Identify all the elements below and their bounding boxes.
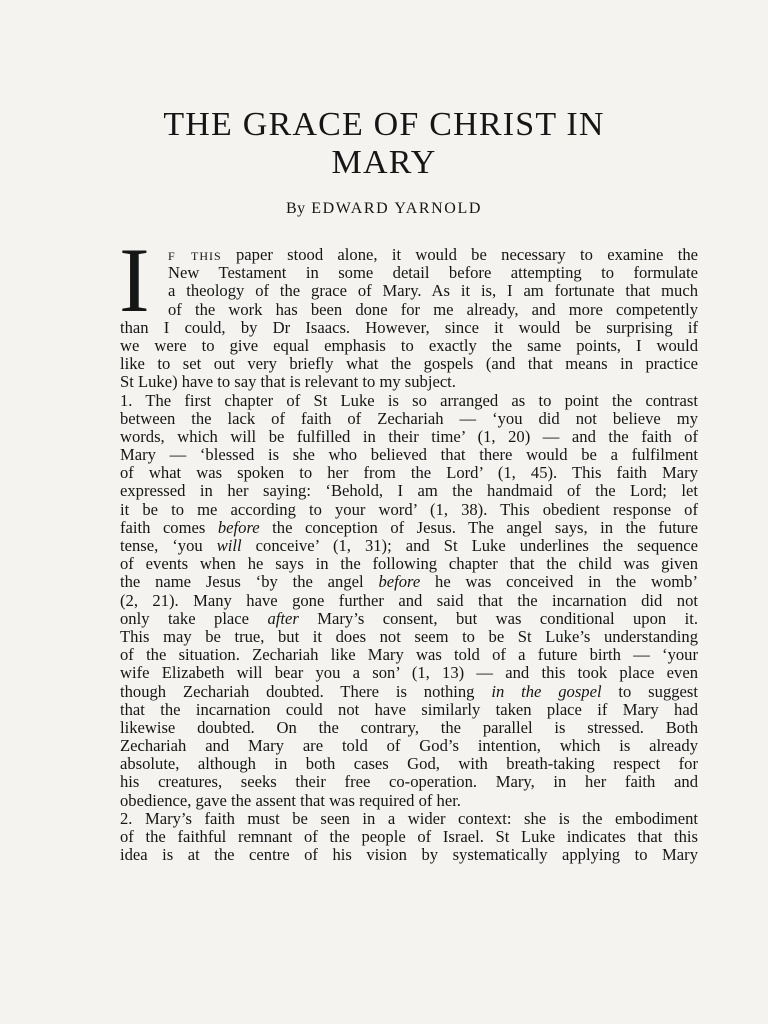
body-line: than I could, by Dr Isaacs. However, since it would be surprising if (120, 317, 698, 337)
body-line: that the incarnation could not have similarly taken place if Mary had (120, 699, 698, 719)
body-line: New Testament in some detail before attempting to formulate (168, 263, 698, 283)
body-line: like to set out very briefly what the gospels (and that means in practice (120, 354, 698, 374)
drop-cap: I (119, 229, 150, 331)
body-line: though Zechariah doubted. There is nothing in the gospel to suggest (120, 681, 698, 701)
body-line: the name Jesus ‘by the angel before he was conceived in the womb’ (120, 572, 698, 592)
body-line: St Luke) have to say that is relevant to my subject. (120, 372, 456, 392)
title-line-2: MARY (331, 144, 437, 181)
article-body (120, 246, 698, 864)
body-line: idea is at the centre of his vision by systematically applying to Mary (120, 845, 698, 865)
body-line: of the faithful remnant of the people of Israel. St Luke indicates that this (120, 827, 698, 846)
body-line: of the situation. Zechariah like Mary was told of a future birth — ‘your (120, 645, 698, 665)
italic-emphasis: will (216, 536, 242, 555)
paragraph-2-start: 2. Mary’s faith must be seen in a wider context: she is the embodiment (120, 808, 698, 828)
article-title (0, 106, 768, 182)
body-line: his creatures, seeks their free co-operation. Mary, in her faith and (120, 772, 698, 792)
body-line: This may be true, but it does not seem to be St Luke’s understanding (120, 626, 698, 646)
byline-prefix: By (286, 200, 306, 217)
body-line: between the lack of faith of Zechariah — ‘you did not believe my (120, 408, 698, 428)
body-line: expressed in her saying: ‘Behold, I am the handmaid of the Lord; let (120, 481, 698, 501)
body-line: only take place after Mary’s consent, but was conditional upon it. (120, 608, 699, 628)
body-line: Mary — ‘blessed is she who believed that there would be a fulfilment (120, 445, 698, 465)
body-line: of events when he says in the following chapter that the child was given (120, 554, 698, 574)
body-line: absolute, although in both cases God, with breath-taking respect for (120, 754, 698, 774)
title-line-1: THE GRACE OF CHRIST IN (163, 106, 605, 143)
byline (0, 200, 768, 218)
body-line: of the work has been done for me already, and more competently (168, 299, 698, 319)
italic-emphasis: before (217, 517, 260, 537)
italic-emphasis: in the gospel (491, 681, 602, 701)
body-line: we were to give equal emphasis to exactly the same points, I would (120, 335, 698, 355)
paragraph-1-start: 1. The first chapter of St Luke is so arranged as to point the contrast (120, 390, 698, 410)
body-line: words, which will be fulfilled in their time’ (1, 20) — and the faith of (120, 426, 698, 446)
body-line: Zechariah and Mary are told of God’s intention, which is already (120, 736, 698, 756)
author-name: EDWARD YARNOLD (311, 200, 482, 217)
body-line: f this paper stood alone, it would be necessary to examine the (168, 245, 698, 264)
body-line: of what was spoken to her from the Lord’ (1, 45). This faith Mary (120, 463, 698, 483)
opening-words: f this (168, 245, 222, 264)
italic-emphasis: before (378, 572, 421, 592)
body-line: a theology of the grace of Mary. As it is, I am fortunate that much (168, 281, 698, 301)
body-line: it be to me according to your word’ (1, 38). This obedient response of (120, 499, 698, 519)
body-line: tense, ‘you will conceive’ (1, 31); and St Luke underlines the sequence (120, 536, 698, 555)
body-line: likewise doubted. On the contrary, the parallel is stressed. Both (120, 717, 698, 737)
body-line: faith comes before the conception of Jesus. The angel says, in the future (120, 517, 698, 537)
italic-emphasis: after (267, 608, 299, 628)
body-line: (2, 21). Many have gone further and said that the incarnation did not (120, 590, 698, 610)
body-line: obedience, gave the assent that was required of her. (120, 790, 461, 810)
body-line: wife Elizabeth will bear you a son’ (1, 13) — and this took place even (120, 663, 698, 683)
